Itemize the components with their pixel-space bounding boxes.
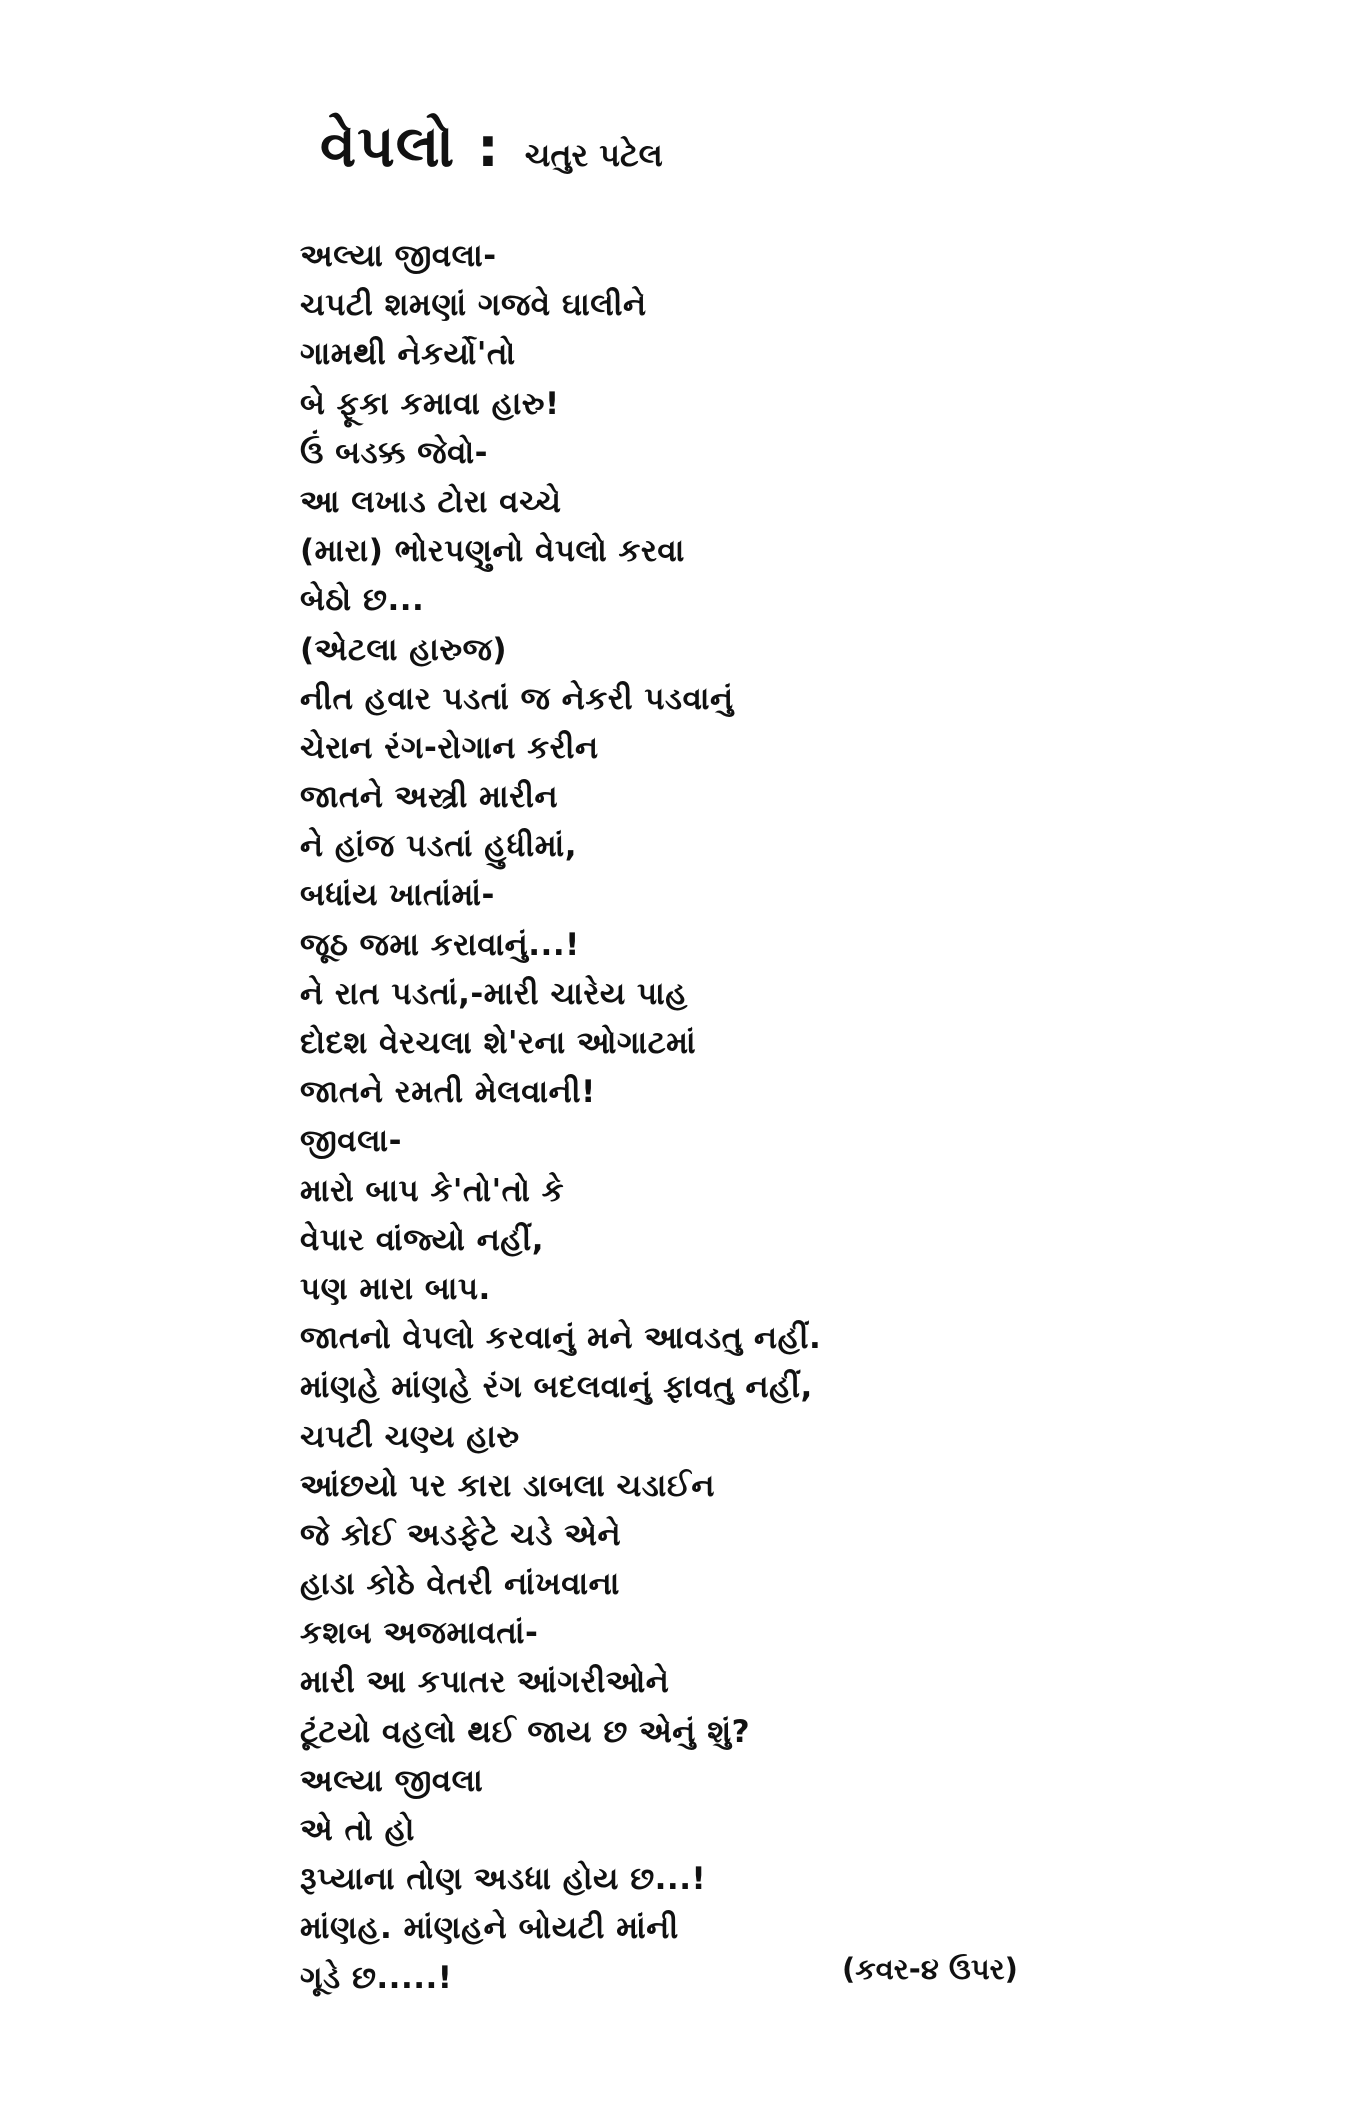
poem-line: આંછયો પર કારા ડાબલા ચડાઈન: [300, 1467, 715, 1504]
continuation-note: (કવર-૪ ઉપર): [842, 1952, 1018, 1986]
poem-line: વેપાર વાંજ્યો નહીં,: [300, 1221, 544, 1258]
poem-line: બધાંય ખાતાંમાં-: [300, 877, 495, 914]
poem-line: ને રાત પડતાં,-મારી ચારેય પાહ: [300, 975, 688, 1012]
poem-line: જાતને અસ્ત્રી મારીન: [300, 779, 559, 816]
poem-line: નીત હવાર પડતાં જ નેકરી પડવાનું: [300, 680, 734, 717]
poem-line: ચપટી શમણાં ગજવે ઘાલીને: [300, 287, 647, 324]
poem-line: બે ફૂકા કમાવા હારુ!: [300, 385, 560, 422]
poem-line: પણ મારા બાપ.: [300, 1270, 491, 1307]
poem-line: એ તો હો: [300, 1812, 415, 1848]
poem-title: વેપલો: [320, 112, 456, 180]
poem-line: આ લખાડ ટોરા વચ્ચે: [300, 483, 562, 520]
poem-line: જે કોઈ અડફેટે ચડે એને: [300, 1516, 622, 1553]
title-separator: :: [477, 116, 499, 179]
poem-line: જીવલા-: [300, 1123, 402, 1160]
poem-line: બેઠો છ...: [300, 582, 425, 619]
poem-line: ગૂડે છ.....!: [300, 1959, 453, 1996]
poem-line: ઉં બડક્ક જેવો-: [300, 434, 488, 471]
poem-line: (એટલા હારુજ): [300, 631, 508, 668]
poem-body: [300, 232, 1020, 2003]
poem-line: જાતનો વેપલો કરવાનું મને આવડતુ નહીં.: [300, 1320, 822, 1357]
poem-line: ટૂંટયો વહલો થઈ જાય છ એનું શું?: [300, 1713, 751, 1750]
poem-line: ને હાંજ પડતાં હુધીમાં,: [300, 828, 577, 865]
poem-line: હાડા કોઠે વેતરી નાંખવાના: [300, 1566, 620, 1603]
poem-line: માંણહે માંણહે રંગ બદલવાનું ફાવતુ નહીં,: [300, 1369, 813, 1406]
poem-line: દોદશ વેરચલા શે'રના ઓગાટમાં: [300, 1025, 697, 1061]
poem-line: મારી આ કપાતર આંગરીઓને: [300, 1664, 670, 1701]
poem-line: ચેરાન રંગ-રોગાન કરીન: [300, 729, 599, 766]
poem-line: અલ્યા જીવલા: [300, 1762, 484, 1799]
poem-line: (મારા) ભોરપણુનો વેપલો કરવા: [300, 533, 685, 570]
title-row: [320, 112, 663, 181]
poem-line: જાતને રમતી મેલવાની!: [300, 1074, 596, 1111]
poem-line: માંણહ. માંણહને બોયટી માંની: [300, 1910, 679, 1947]
poem-line: ગામથી નેકર્યો'તો: [300, 336, 516, 373]
poem-line: ચપટી ચણ્ય હારુ: [300, 1418, 520, 1455]
poem-line: જૂઠ જમા કરાવાનું...!: [300, 926, 580, 963]
poem-line: રૂપ્યાના તોણ અડધા હોય છ...!: [300, 1861, 707, 1898]
poem-line: મારો બાપ કે'તો'તો કે: [300, 1172, 565, 1209]
poem-line: કશબ અજમાવતાં-: [300, 1615, 539, 1652]
poem-line: અલ્યા જીવલા-: [300, 238, 497, 274]
poem-author: ચતુર પટેલ: [524, 136, 663, 174]
